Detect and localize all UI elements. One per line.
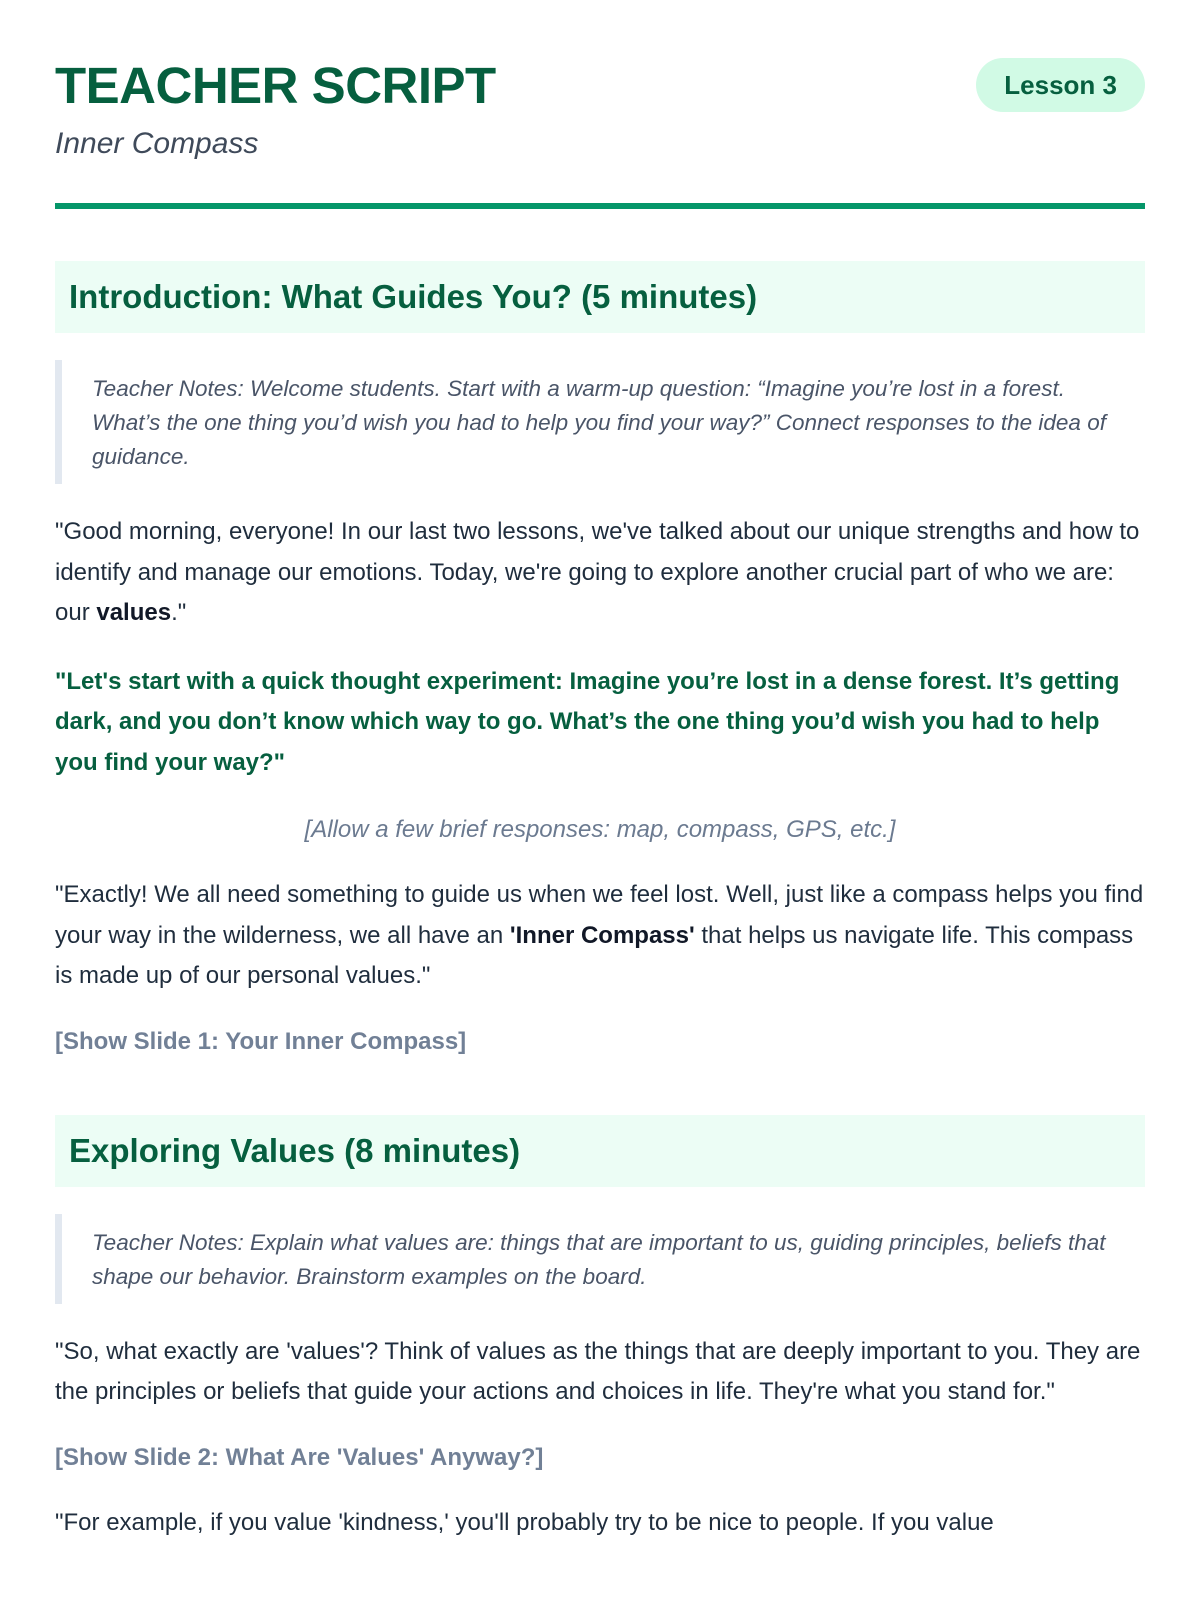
paragraph-text: "Exactly! We all need something to guide us when we feel lost. Well, just like a compass helps you find your way in the wilderness, we all have an — [55, 881, 1144, 949]
section-heading-exploring-values: Exploring Values (8 minutes) — [55, 1115, 1145, 1187]
slide-cue: [Show Slide 1: Your Inner Compass] — [55, 1027, 467, 1055]
stage-direction: [Allow a few brief responses: map, compass, GPS, etc.] — [304, 816, 896, 843]
header-divider — [55, 203, 1145, 209]
slide-cue: [Show Slide 2: What Are 'Values' Anyway?] — [55, 1443, 544, 1471]
paragraph-text: that helps us navigate life. This compass is made up of our personal values." — [55, 921, 1134, 989]
paragraph-text: ." — [171, 599, 187, 626]
emphasis-text: 'Inner Compass' — [509, 921, 695, 949]
script-paragraph: "For example, if you value 'kindness,' you'll probably try to be nice to people. If you value — [55, 1508, 994, 1536]
script-paragraph — [55, 875, 1145, 997]
emphasis-text: values — [96, 599, 172, 626]
lesson-badge: Lesson 3 — [976, 58, 1145, 112]
script-paragraph: "So, what exactly are 'values'? Think of values as the things that are deeply important to you. They are the principles or beliefs that guide your actions and choices in life. They're what you stand for." — [55, 1337, 1141, 1405]
section-heading-introduction: Introduction: What Guides You? (5 minutes) — [55, 261, 1145, 333]
paragraph-text: "Good morning, everyone! In our last two lessons, we've talked about our unique strengths and how to identify and manage our emotions. Today, we're going to explore another crucial part of who we are: our — [55, 518, 1140, 626]
script-paragraph — [55, 512, 1145, 634]
page-header — [55, 0, 1145, 160]
page-subtitle: Inner Compass — [55, 127, 259, 160]
page-title: TEACHER SCRIPT — [55, 57, 496, 114]
teacher-note: Teacher Notes: Explain what values are: things that are important to us, guiding principles, beliefs that shape our behavior. Brainstorm examples on the board. — [55, 1214, 1145, 1304]
teacher-note: Teacher Notes: Welcome students. Start with a warm-up question: “Imagine you’re lost in a forest. What’s the one thing you’d wish you had to help you find your way?” Connect responses to the idea of guidance. — [55, 360, 1145, 484]
script-question: "Let's start with a quick thought experiment: Imagine you’re lost in a dense forest. It’s getting dark, and you don’t know which way to go. What’s the one thing you’d wish you had to help you find your way?" — [55, 667, 1120, 776]
